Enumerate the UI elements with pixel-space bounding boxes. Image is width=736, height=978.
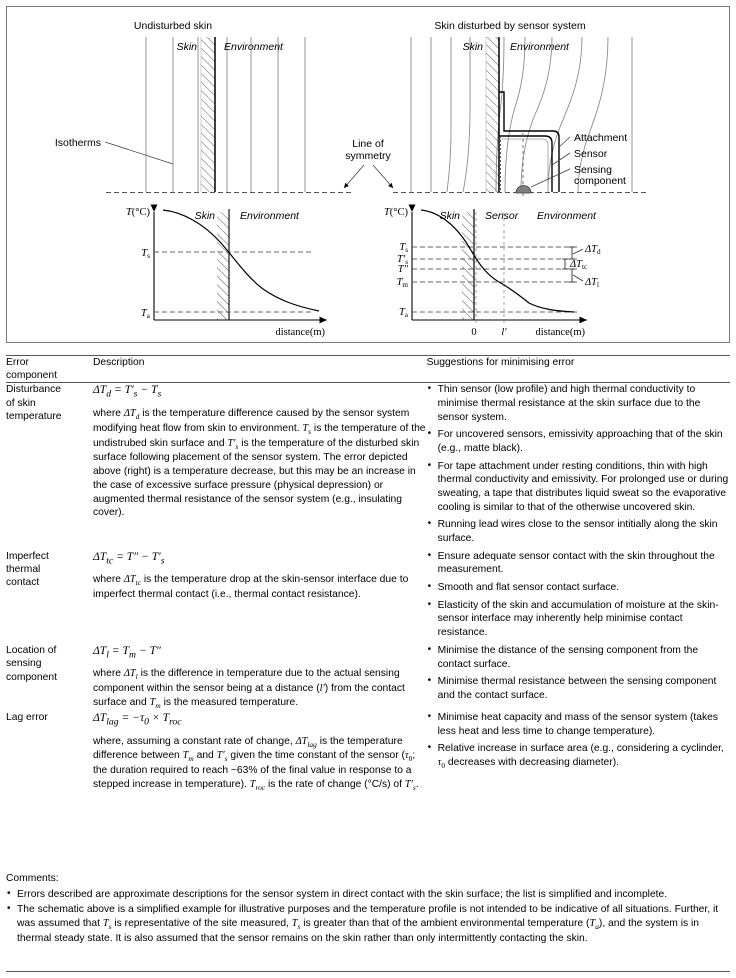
suggestion-item: • Smooth and flat sensor contact surface. [427, 581, 730, 595]
suggestion-item: • Minimise thermal resistance between the sensing component and the contact surface. [427, 675, 730, 702]
sensor-label: Sensor [574, 148, 608, 160]
suggestion-item: • For tape attachment under resting conditions, thin with high thermal conductivity and emissivity. For prolonged use or during sweating, a tape that distributes liquid sweat so the evaporative cooling is similar to that of the otherwise uncovered skin. [427, 460, 730, 515]
cell-description [93, 550, 427, 644]
sensing-component-label-2: component [574, 175, 626, 187]
delta-Td-label: ΔTd [585, 244, 601, 256]
delta-Ttc-label: ΔTtc [570, 259, 588, 271]
right-chart-env-label: Environment [537, 210, 596, 222]
symmetry-arrow-right [373, 165, 393, 188]
line-of-symmetry-label-2: symmetry [345, 150, 391, 162]
error-component-line: of skin [6, 397, 36, 409]
right-region-label-environment: Environment [510, 41, 569, 53]
right-chart-tick-lprime: l′ [501, 327, 507, 338]
bottom-rule [6, 971, 730, 972]
comment-item: • Errors described are approximate descriptions for the sensor system in direct contact with the skin surface; the list is simplified and incomplete. [6, 888, 730, 902]
cell-description [93, 383, 427, 550]
error-component-line: thermal [6, 564, 41, 576]
right-chart-TsP-tick: T′s [397, 254, 408, 266]
right-chart-tick-zero: 0 [471, 327, 477, 338]
sensing-component-blob [516, 186, 531, 193]
right-chart-curve [421, 210, 574, 312]
right-panel-title: Skin disturbed by sensor system [434, 20, 586, 32]
header-description: Description [92, 357, 145, 368]
error-table-grid [6, 356, 730, 382]
error-component-line: Lag error [6, 711, 48, 723]
error-component-line: component [6, 671, 57, 683]
error-description-text: where $\Delta T_{tc}$ is the temperature drop at the skin-sensor interface due to imperfect thermal contact (i.e., thermal contact resistance). [92, 574, 409, 601]
cell-error-component [6, 383, 93, 550]
sensing-component-label-1: Sensing [574, 164, 612, 176]
suggestion-item: • For uncovered sensors, emissivity approaching that of the skin (e.g., matte black). [427, 428, 730, 455]
right-chart-Tm-tick: Tm [396, 277, 408, 289]
suggestions-list [427, 711, 730, 771]
suggestion-item: • Running lead wires close to the sensor intitially along the skin surface. [427, 518, 730, 545]
error-component-line: Location of [6, 644, 57, 656]
left-chart-curve [163, 210, 319, 311]
error-component-line: Disturbance [6, 384, 61, 396]
left-chart-skin-band [217, 212, 229, 320]
table-row [6, 383, 730, 550]
header-cell-component [6, 356, 93, 382]
attachment-label: Attachment [574, 132, 628, 144]
error-component-line: Imperfect [6, 550, 49, 562]
header-cell-description [93, 356, 427, 382]
line-of-symmetry-label-1: Line of [352, 138, 384, 150]
left-panel-title: Undisturbed skin [133, 20, 213, 32]
left-region-label-skin: Skin [176, 41, 197, 53]
right-chart-T2-tick: T″ [397, 264, 408, 275]
left-chart-env-label: Environment [240, 210, 299, 222]
header-suggestions: Suggestions for minimising error [426, 357, 575, 368]
header-cell-suggestions [427, 356, 730, 382]
header-component-line1: Error [6, 357, 29, 368]
cell-description [93, 644, 427, 711]
right-chart-Ta-tick: Ta [398, 307, 408, 319]
comments-list [6, 888, 730, 946]
error-component-line: sensing [6, 658, 42, 670]
suggestion-item: • Minimise heat capacity and mass of the sensor system (takes less heat and less time to change temperature). [427, 711, 730, 738]
right-chart-skin-band [462, 212, 474, 320]
table-row [6, 644, 730, 711]
suggestion-item: • Ensure adequate sensor contact with the skin throughout the measurement. [427, 550, 730, 577]
left-chart-skin-label: Skin [194, 210, 215, 222]
right-chart-Ts-tick: Ts [399, 242, 408, 254]
left-chart-x-label: distance(m) [275, 327, 325, 338]
right-chart-x-label: distance(m) [535, 327, 585, 338]
cell-suggestions [427, 550, 730, 644]
cell-suggestions [427, 644, 730, 711]
right-chart-sensor-label: Sensor [485, 210, 519, 222]
table-header-row [6, 356, 730, 382]
suggestions-list [427, 383, 730, 546]
right-chart-y-label: T(°C) [383, 207, 408, 218]
error-description-text: where $\Delta T_l$ is the difference in temperature due to the actual sensing component within the sensor being at a distance (l′) from the contact surface and $T_m$ is the measured temperature. [92, 668, 405, 711]
left-chart-Ts-tick: Ts [141, 248, 150, 260]
suggestions-list [427, 644, 730, 703]
error-components-table [6, 355, 730, 793]
table-body [6, 383, 730, 793]
comments-section [6, 872, 730, 948]
table-row [6, 711, 730, 793]
error-description-text: where $\Delta T_d$ is the temperature difference caused by the sensor system modifying heat flow from skin to environment. $T_s$ is the temperature of the undistrubed skin surface and $T'_s$ is the temperature of the disturbed skin surface following placement of the sensor system. The error depicted above (right) is a temperature decrease, but this may be an increase in the case of excessive surface pressure (physical depression) or augmented thermal resistance of the sensor system (e.g., insulating cover). [92, 407, 426, 519]
cell-suggestions [427, 383, 730, 550]
error-formula: $\Delta T_d = T'_s - T_s$ [92, 383, 162, 400]
suggestion-item: • Thin sensor (low profile) and high thermal conductivity to minimise thermal resistance at the skin surface due to the sensor system. [427, 383, 730, 424]
right-region-label-skin: Skin [462, 41, 483, 53]
left-chart-Ta-tick: Ta [140, 308, 150, 320]
right-skin-band [486, 37, 499, 192]
cell-error-component [6, 644, 93, 711]
right-chart-skin-label: Skin [439, 210, 460, 222]
error-formula: $\Delta T_{tc} = T'' - T'_s$ [92, 549, 165, 566]
error-description-text: where, assuming a constant rate of change, $\Delta T_{lag}$ is the temperature difference between $T_m$ and $T'_s$ given the time constant of the sensor ($\tau_0$; the duration required to reach ~63% of the final value in response to a stepped increase in temperature). $T_{roc}$ is the rate of change (°C/s) of $T'_s$. [92, 735, 419, 793]
cell-error-component [6, 550, 93, 644]
table-header [6, 356, 730, 382]
table-row [6, 550, 730, 644]
isotherms-leader [105, 142, 173, 164]
cell-error-component [6, 711, 93, 793]
suggestion-item: • Elasticity of the skin and accumulation of moisture at the skin-sensor interface may inherently help minimise contact resistance. [427, 599, 730, 640]
delta-Tl-label: ΔTl [585, 277, 600, 289]
error-component-line: temperature [6, 410, 62, 422]
cell-description [93, 711, 427, 793]
schematic-svg [7, 7, 729, 342]
error-table-body [6, 383, 730, 793]
schematic-figure-panel [6, 6, 730, 343]
chart-left [126, 207, 327, 338]
chart-right [384, 207, 601, 338]
header-component-line2: component [6, 370, 57, 382]
error-formula: $\Delta T_l = T_m - T''$ [92, 643, 161, 661]
left-isotherms [146, 37, 305, 192]
error-component-line: contact [6, 577, 40, 589]
isotherms-label: Isotherms [54, 137, 101, 149]
comment-item: • The schematic above is a simplified example for illustrative purposes and the temperature profile is not intended to be indicative of all situations. Further, it was assumed that $T_s$ is representative of the site measured, $T_s$ is greater than that of the ambient environmental temperature $(T_a)$, and the system is in thermal steady state. It is also assumed that the sensor remains on the skin rather than only intermittently contacting the skin. [6, 903, 730, 945]
suggestions-list [427, 550, 730, 640]
symmetry-arrow-left [344, 165, 364, 188]
left-region-label-environment: Environment [224, 41, 283, 53]
comments-title: Comments: [6, 873, 59, 884]
error-formula: $\Delta T_{lag} = -\tau_0 \times T_{roc}$ [92, 710, 182, 728]
left-skin-band [201, 37, 215, 192]
left-chart-y-label: T(°C) [125, 207, 150, 218]
suggestion-item: • Minimise the distance of the sensing component from the contact surface. [427, 644, 730, 671]
suggestion-item: • Relative increase in surface area (e.g., considering a cyclinder, $\tau_0$ decreases with decreasing diameter). [427, 742, 730, 771]
cell-suggestions [427, 711, 730, 793]
